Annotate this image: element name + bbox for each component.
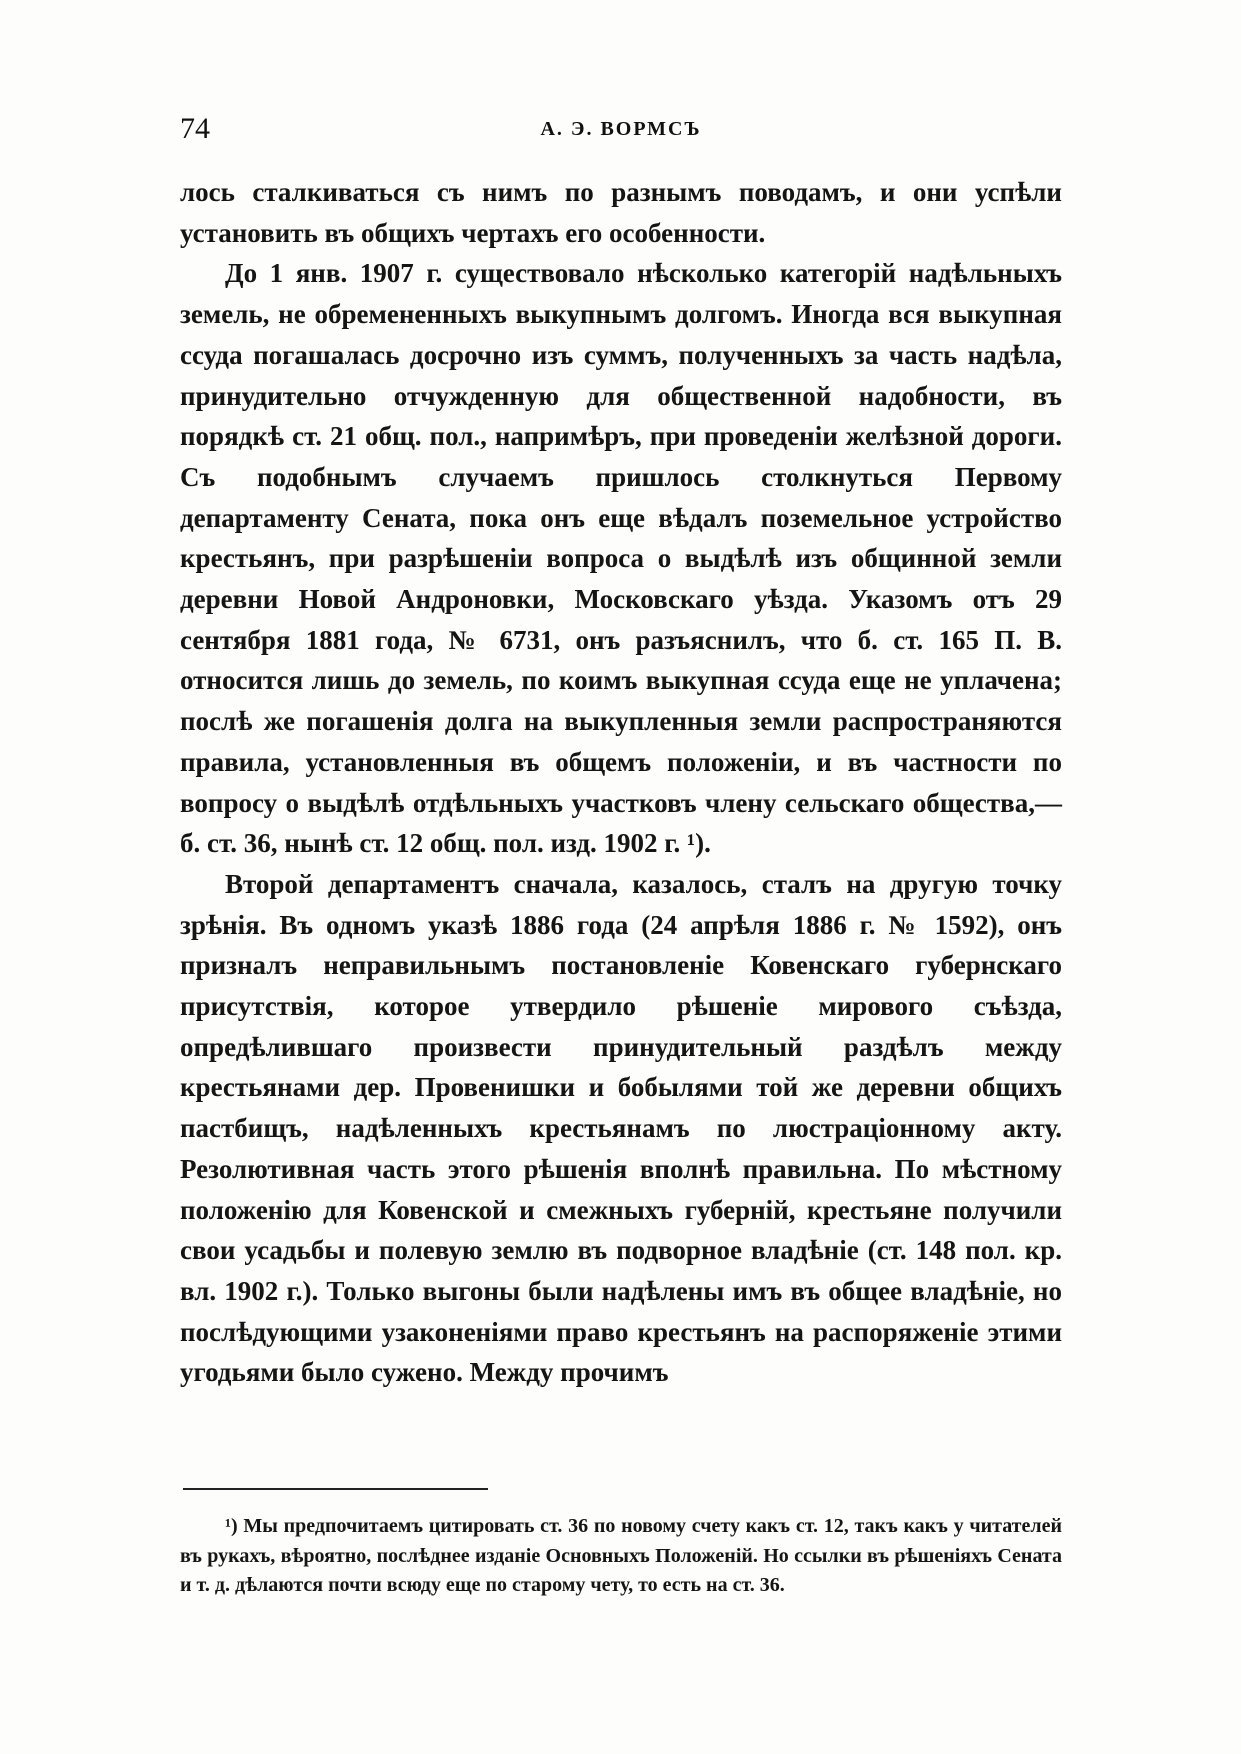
running-head: А. Э. ВОРМСЪ	[540, 118, 702, 140]
paragraph: Второй департаментъ сначала, казалось, сталъ на другую точку зрѣнія. Въ одномъ указѣ 1886 года (24 апрѣля 1886 г. № 1592), онъ призналъ неправильнымъ постановленіе Ковенскаго губернскаго присутствія, которое утвердило рѣшеніе мирового съѣзда, опредѣлившаго произвести принудительный раздѣлъ между крестьянами дер. Провенишки и бобылями той же деревни общихъ пастбищъ, надѣленныхъ крестьянамъ по люстраціонному акту. Резолютивная часть этого рѣшенія вполнѣ правильна. По мѣстному положенію для Ковенской и смежныхъ губерній, крестьяне получили свои усадьбы и полевую землю въ подворное владѣніе (ст. 148 пол. кр. вл. 1902 г.). Только выгоны были надѣлены имъ въ общее владѣніе, но послѣдующими узаконеніями право крестьянъ на распоряженіе этими угодьями было сужено. Между прочимъ	[180, 868, 1062, 1388]
paragraph: До 1 янв. 1907 г. существовало нѣсколько категорій надѣльныхъ земель, не обремененныхъ выкупнымъ долгомъ. Иногда вся выкупная ссуда погашалась досрочно изъ суммъ, полученныхъ за часть надѣла, принудительно отчужденную для общественной надобности, въ порядкѣ ст. 21 общ. пол., напримѣръ, при проведеніи желѣзной дороги. Съ подобнымъ случаемъ пришлось столкнуться Первому департаменту Сената, пока онъ еще вѣдалъ поземельное устройство крестьянъ, при разрѣшеніи вопроса о выдѣлѣ изъ общинной земли деревни Новой Андроновки, Московскаго уѣзда. Указомъ отъ 29 сентября 1881 года, № 6731, онъ разъяснилъ, что б. ст. 165 П. В. относится лишь до земель, по коимъ выкупная ссуда еще не уплачена; послѣ же погашенія долга на выкупленныя земли распространяются правила, установленныя въ общемъ положеніи, и въ частности по вопросу о выдѣлѣ отдѣльныхъ участковъ члену сельскаго общества,—б. ст. 36, нынѣ ст. 12 общ. пол. изд. 1902 г. ¹).	[180, 258, 1062, 859]
body-text	[180, 172, 1062, 1393]
footnote: ¹) Мы предпочитаемъ цитировать ст. 36 по новому счету какъ ст. 12, такъ какъ у читателей въ рукахъ, вѣроятно, послѣднее изданіе Основныхъ Положеній. Но ссылки въ рѣшеніяхъ Сената и т. д. дѣлаются почти всюду еще по старому чету, то есть на ст. 36.	[180, 1515, 1062, 1596]
page-number: 74	[180, 112, 210, 145]
paragraph-continuation: лось сталкиваться съ нимъ по разнымъ поводамъ, и они успѣли установить въ общихъ чертахъ его особенности.	[180, 177, 1062, 248]
footnote-divider	[183, 1488, 488, 1490]
page-header	[180, 112, 1062, 152]
